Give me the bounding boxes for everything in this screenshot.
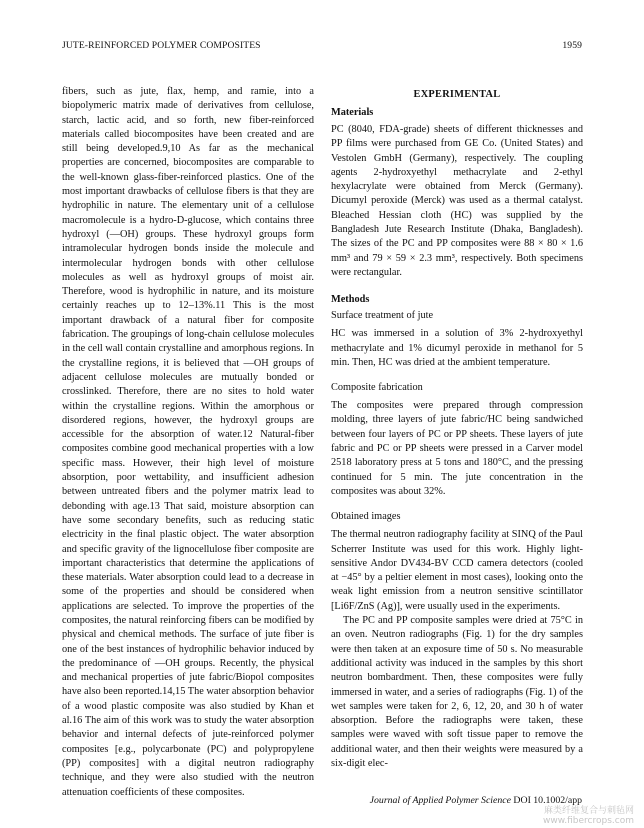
intro-paragraph: fibers, such as jute, flax, hemp, and ramie, into a biopolymeric matrix made of derivatives from cellulose, starch, lactic acid, and so forth, new fiber-reinforced materials called biocomposites have been created and are still being developed.9,10 As far as the mechanical properties are concerned, biocomposites are comparable to the well-known glass-fiber-reinforced plastics. One of the most important drawbacks of cellulose fibers is that they are hydrophilic in nature. The elementary unit of a cellulose macromolecule is a hydro-D-glucose, which contains three hydroxyl (—OH) groups. These hydroxyl groups form intramolecular hydrogen bonds inside the molecule and intermolecular hydrogen bonds with other cellulose molecules as well as hydroxyl groups of moist air. Therefore, wood is hydrophilic in nature, and its moisture certainly reaches up to 12–13%.11 This is the most important drawback of a natural fiber for composite fabrication. The groupings of long-chain cellulose molecules in the cell wall contain crystalline and amorphous regions. In the crystalline regions, it is believed that —OH groups of adjacent cellulose molecules are mutually bonded or crosslinked. Therefore, there are no sites to hold water within the crystalline regions. Within the amorphous or disordered regions, however, the hydroxyl groups are accessible for the absorption of water.12 Natural-fiber composites combine good mechanical properties with a low specific mass. However, their high level of moisture absorption, poor wettability, and insufficient adhesion between untreated fibers and the polymer matrix lead to debonding with age.13 That said, moisture absorption can have some secondary benefits, such as reducing static electricity in the final plastic object. The water absorption and specific gravity of the lignocellulose fiber composite are important characteristics that determine the applications of these materials. Water absorption could lead to a decrease in some of the properties and should be considered when applications are selected. To improve the properties of the composites, the natural reinforcing fibers can be modified by physical and chemical methods. The surface of jute fiber is one of the best instances of hydrophilic behavior induced by the predominance of —OH groups. Recently, the physical and mechanical properties of jute fabric/Biopol composites have also been reported.14,15 The water absorption behavior of a wood plastic composite was also studied by Khan et al.16 The aim of this work was to study the water absorption behavior and internal defects of jute-reinforced polymer composites [e.g., polycarbonate (PC) and polypropylene (PP) composites] with a digital neutron radiography technique, and they were also studied with the neutron attenuation coefficients of these composites. (62, 86, 314, 798)
watermark (543, 806, 634, 826)
materials-heading: Materials (331, 107, 374, 118)
obtained-images-paragraph-1: The thermal neutron radiography facility at SINQ of the Paul Scherrer Institute was used for this work. Highly light-sensitive Andor DV434-BV CCD camera detectors (cooled at −45° by a peltier element in most cases), looking onto the weak light emission from a neutron sensitive scintillator [Li6F/ZnS (Ag)], were usually used in the experiments. (331, 529, 583, 612)
journal-name: Journal of Applied Polymer Science (369, 795, 511, 806)
right-column (331, 85, 583, 771)
journal-footer (370, 795, 582, 806)
running-head (62, 40, 582, 51)
left-column (62, 85, 314, 800)
doi-label: DOI 10.1002/app (513, 795, 582, 806)
composite-fabrication-heading: Composite fabrication (331, 382, 423, 394)
surface-treatment-paragraph: HC was immersed in a solution of 3% 2-hydroxyethyl methacrylate and 1% dicumyl peroxide in methanol for 5 min. Then, HC was dried at the ambient temperature. (331, 328, 583, 368)
section-title-experimental: EXPERIMENTAL (413, 89, 501, 100)
obtained-images-paragraph-2: The PC and PP composite samples were dried at 75°C in an oven. Neutron radiographs (Fig. 1) for the dry samples were then taken at an exposure time of 50 s. No measurable additional activity was induced in the samples by this short neutron bombardment. Then, these composites were fully immersed in water, and a series of radiographs (Fig. 1) of the wet samples were taken for 2, 6, 12, 20, and 30 h of water absorption. Before the radiographs were taken, these samples were waved with soft tissue paper to remove the additional water, and then their weights were measured by a six-digit elec- (331, 615, 583, 769)
composite-fabrication-paragraph: The composites were prepared through compression molding, three layers of jute fabric/HC being sandwiched between four layers of PC or PP sheets. These layers of jute fabric and PC or PP sheets were pressed in a Carver model 2518 laboratory press at 5 tons and 180°C, and the pressing continued for 5 min. The jute concentration in the composites was about 32%. (331, 400, 583, 497)
watermark-line-1: 麻类纤维复合与刺毡网 (543, 806, 634, 816)
obtained-images-heading: Obtained images (331, 511, 401, 523)
methods-heading: Methods (331, 294, 370, 306)
running-title: JUTE-REINFORCED POLYMER COMPOSITES (62, 40, 261, 51)
materials-paragraph: PC (8040, FDA-grade) sheets of different thicknesses and PP films were purchased from GE Co. (United States) and Vestolen GmbH (Germany), respectively. The coupling agents 2-hydroxyethyl methacrylate and 2-ethyl hexylacrylate were obtained from Merck (Germany). Dicumyl peroxide (Merck) was used as a thermal catalyst. Bleached Hessian cloth (HC) was supplied by the Bangladesh Jute Research Institute (Dhaka, Bangladesh). The sizes of the PC and PP composites were 88 × 80 × 1.6 mm³ and 79 × 59 × 2.3 mm³, respectively. Both specimens were rectangular. (331, 124, 583, 278)
watermark-line-2: www.fibercrops.com (543, 816, 634, 826)
page-number: 1959 (562, 40, 582, 51)
surface-treatment-heading: Surface treatment of jute (331, 310, 434, 322)
